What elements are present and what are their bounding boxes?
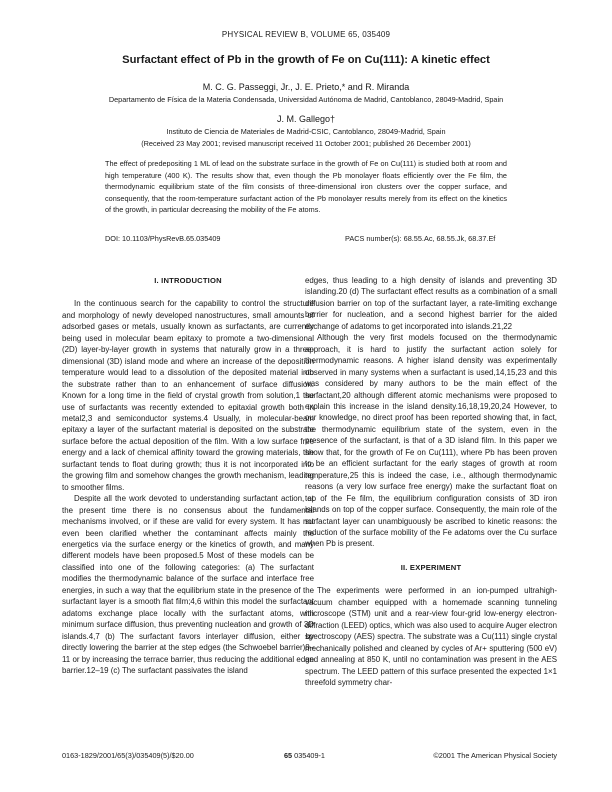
received-dates: (Received 23 May 2001; revised manuscript received 11 October 2001; published 26 December 2001) bbox=[141, 139, 471, 148]
section-heading-introduction: I. INTRODUCTION bbox=[154, 276, 222, 285]
footer-copyright: ©2001 The American Physical Society bbox=[433, 751, 557, 760]
body-paragraph: Despite all the work devoted to understanding surfactant action, at the present time there is no consensus about the fundamental mechanisms involved, or if these are valid for every system. It has not even been clarified whether the contaminant affects mainly the energetics via the surface energy or the kinetics of growth, and many different models have been proposed.5 Most of these models can be classified into one of the following categories: (a) The surfactant modifies the thermodynamic balance of the surface and interface free energies, in such a way that the equilibrium state in the presence of the surfactant layer is a smooth flat film;4,6 within this model the surfactant adatoms exchange place locally with the surfactant atoms, with minimum surface diffusion, thus preventing nucleation and growth of 3D islands.4,7 (b) The surfactant favors interlayer diffusion, either by directly lowering the barrier at the step edges (the Schwoebel barrier)8–11 or by increasing the terrace barrier, thus reducing the additional edge barrier.12–19 (c) The surfactant passivates the island bbox=[62, 494, 314, 675]
footer-volume: 65 bbox=[284, 751, 293, 760]
body-paragraph: edges, thus leading to a high density of islands and preventing 3D islanding.20 (d) The surfactant effect results as a combination of a small diffusion barrier on top of the surfactant layer, a rate-limiting exchange barrier for nucleation, and a second highest barrier for the aided exchange of adatoms to get incorporated into islands.21,22 bbox=[305, 276, 557, 331]
doi: DOI: 10.1103/PhysRevB.65.035409 bbox=[105, 234, 221, 243]
affiliation-primary: Departamento de Física de la Materia Condensada, Universidad Autónoma de Madrid, Cantoblanco, 28049-Madrid, Spain bbox=[108, 95, 504, 104]
body-paragraph: The experiments were performed in an ion-pumped ultrahigh-vacuum chamber equipped with a homemade scanning tunneling microscope (STM) unit and a rear-view four-grid low-energy electron-diffraction (LEED) optics, which was also used to acquire Auger electron spectroscopy (AES) spectra. The substrate was a Cu(111) single crystal mechanically polished and cleaned by cycles of Ar+ sputtering (500 eV) and annealing at 850 K, until no contamination was present in the AES spectrum. The LEED pattern of this surface presented the expected 1×1 threefold symmetry char- bbox=[305, 586, 557, 687]
journal-header: PHYSICAL REVIEW B, VOLUME 65, 035409 bbox=[221, 30, 391, 39]
author-secondary: J. M. Gallego† bbox=[276, 114, 336, 124]
section-heading-experiment: II. EXPERIMENT bbox=[400, 562, 462, 572]
right-column bbox=[305, 275, 557, 688]
body-paragraph: In the continuous search for the capability to control the structure and morphology of newly developed nanostructures, small amounts of adsorbed gases or metals, usually known as surfactants, are currently being used in molecular beam epitaxy to promote a two-dimensional (2D) layer-by-layer growth in systems that naturally grow in a three-dimensional (3D) island mode and where an increase of the deposition temperature would lead to a dissolution of the deposited material into the substrate rather than to an enhancement of surface diffusion. Known for a long time in the field of crystal growth from solution,1 the use of surfactants was recently extended to epitaxial growth both in metal2,3 and semiconductor systems.4 Usually, in molecular-beam epitaxy a layer of the surfactant material is deposited on the substrate surface before the actual deposition of the film. With a low surface free energy and a lack of chemical affinity toward the growing materials, the surfactant tends to float during growth; thus it is not incorporated into the growing film and somehow changes the growth mechanism, leading to smoother films. bbox=[62, 299, 314, 492]
paper-title: Surfactant effect of Pb in the growth of Fe on Cu(111): A kinetic effect bbox=[122, 54, 490, 66]
abstract: The effect of predepositing 1 ML of lead on the substrate surface in the growth of Fe on Cu(111) is studied both at room and high temperature (400 K). The results show that, even though the Pb monolayer floats efficiently over the Fe film, the thermodynamic equilibrium state of the film consists of three-dimensional iron clusters over the copper surface, and consequently, that the room-temperature surfactant action of the Pb monolayer results merely from its effect on the kinetics of the growth, in particular decreasing the mobility of the Fe atoms. bbox=[105, 159, 507, 215]
pacs-numbers: PACS number(s): 68.55.Ac, 68.55.Jk, 68.37.Ef bbox=[345, 234, 496, 243]
body-paragraph: Although the very first models focused on the thermodynamic approach, it is hard to justify the surfactant action solely for thermodynamic reasons. A higher island density was experimentally observed in many systems when a surfactant is used,14,15,23 and this was considered by many authors to be the main effect of the surfactant,20 although different atomic mechanisms were proposed to explain this increase in the island density.16,18,19,20,24 However, to our knowledge, no direct proof has been reported showing that, in fact, the thermodynamic equilibrium state of the system, even in the presence of the surfactant, is that of a 3D island film. In this paper we show that, for the growth of Fe on Cu(111), where Pb has been proven to be an efficient surfactant for the early stages of growth at room temperature,25 this is indeed the case, i.e., although thermodynamic reasons (a very low surface free energy) make the surfactant float on top of the Fe film, the equilibrium configuration consists of 3D iron islands on top of the copper surface. Consequently, the main role of the surfactant layer can unambiguously be ascribed to kinetic reasons: the reduction of the surface mobility of the Fe adatoms over the Cu surface when Pb is present. bbox=[305, 333, 557, 549]
page-footer bbox=[62, 751, 557, 763]
authors-primary: M. C. G. Passeggi, Jr., J. E. Prieto,* and R. Miranda bbox=[202, 82, 410, 92]
doi-pacs-line bbox=[105, 234, 525, 243]
footer-article-number: 035409-1 bbox=[294, 751, 325, 760]
footer-page-number bbox=[284, 751, 325, 760]
footer-code: 0163-1829/2001/65(3)/035409(5)/$20.00 bbox=[62, 751, 194, 760]
left-column bbox=[62, 275, 314, 676]
affiliation-secondary: Instituto de Ciencia de Materiales de Madrid-CSIC, Cantoblanco, 28049-Madrid, Spain bbox=[166, 127, 446, 136]
